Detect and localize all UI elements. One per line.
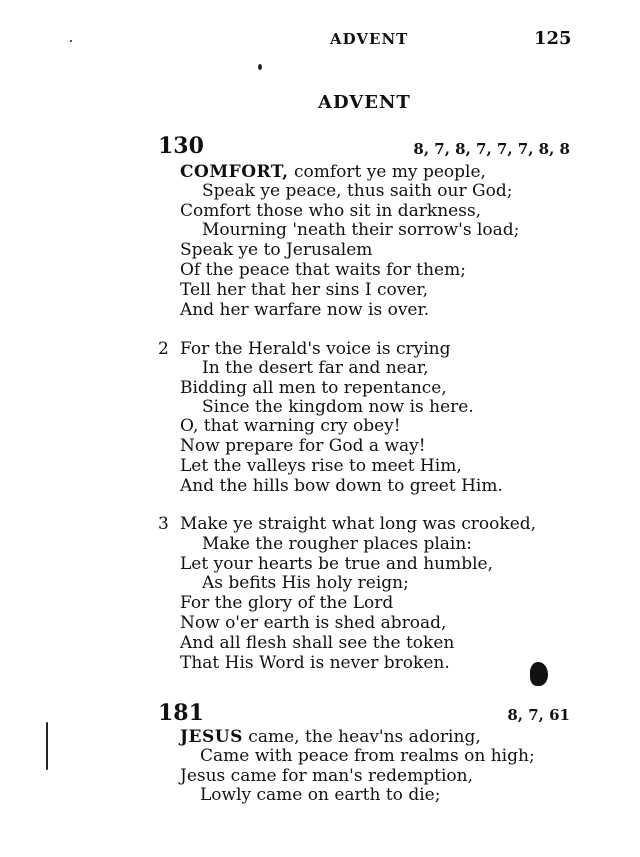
- verse-line: Mourning 'neath their sorrow's load;: [202, 220, 520, 240]
- hymn-number: 181: [158, 700, 204, 726]
- hymn-number: 130: [158, 133, 204, 159]
- ink-streak: [46, 722, 48, 770]
- verse-line: Lowly came on earth to die;: [200, 785, 441, 805]
- verse-line: [180, 727, 481, 747]
- verse-line: Comfort those who sit in darkness,: [180, 201, 482, 221]
- verse-line: For the Herald's voice is crying: [180, 339, 451, 359]
- verse-line: Since the kingdom now is here.: [202, 397, 474, 417]
- verse-line-rest: came, the heav'ns adoring,: [242, 727, 481, 747]
- verse-line: Jesus came for man's redemption,: [180, 766, 473, 786]
- verse-line: For the glory of the Lord: [180, 593, 394, 613]
- verse-line: Let the valleys rise to meet Him,: [180, 456, 462, 476]
- verse-first-word: COMFORT,: [180, 162, 289, 182]
- verse-line: Now o'er earth is shed abroad,: [180, 613, 447, 633]
- hymn-meter: 8, 7, 8, 7, 7, 7, 8, 8: [413, 140, 570, 158]
- ink-speck: [258, 64, 262, 70]
- verse-line: O, that warning cry obey!: [180, 416, 401, 436]
- verse-line: Make the rougher places plain:: [202, 534, 473, 554]
- verse-line: Bidding all men to repentance,: [180, 378, 447, 398]
- verse-line: And the hills bow down to greet Him.: [180, 476, 503, 496]
- page-number: 125: [534, 28, 572, 49]
- verse-line: And her warfare now is over.: [180, 300, 430, 320]
- verse-line-rest: comfort ye my people,: [288, 162, 486, 182]
- ink-speck: [70, 40, 72, 42]
- verse-line: [180, 162, 486, 182]
- verse-line: Speak ye to Jerusalem: [180, 240, 373, 260]
- verse-line: As befits His holy reign;: [202, 573, 409, 593]
- section-heading: ADVENT: [318, 92, 411, 113]
- verse-line: Make ye straight what long was crooked,: [180, 514, 537, 534]
- verse-line: Came with peace from realms on high;: [200, 746, 535, 766]
- ink-blot: [530, 662, 548, 686]
- verse-first-word: JESUS: [180, 727, 243, 747]
- verse-line: That His Word is never broken.: [180, 653, 450, 673]
- hymn-meter: 8, 7, 61: [507, 706, 570, 724]
- verse-line: And all flesh shall see the token: [180, 633, 455, 653]
- verse-line: Now prepare for God a way!: [180, 436, 426, 456]
- verse-line: Speak ye peace, thus saith our God;: [202, 181, 513, 201]
- verse-line: In the desert far and near,: [202, 358, 429, 378]
- verse-number: 3: [158, 514, 169, 534]
- verse-line: Let your hearts be true and humble,: [180, 554, 494, 574]
- verse-line: Of the peace that waits for them;: [180, 260, 466, 280]
- verse-line: Tell her that her sins I cover,: [180, 280, 429, 300]
- running-header-title: ADVENT: [330, 30, 409, 48]
- verse-number: 2: [158, 339, 169, 359]
